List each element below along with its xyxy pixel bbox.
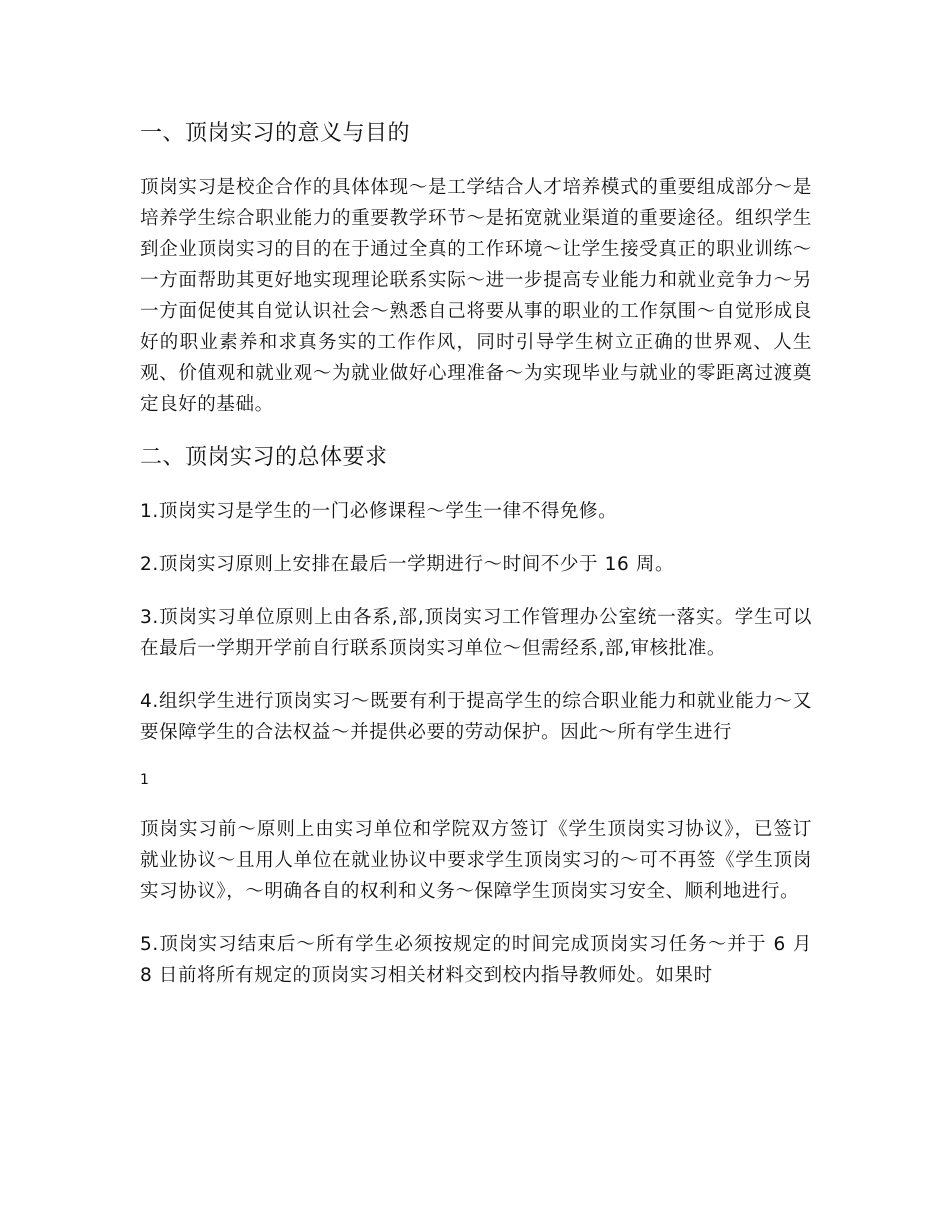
page-number: 1 [140,772,149,788]
requirement-item-4-continuation: 顶岗实习前～原则上由实习单位和学院双方签订《学生顶岗实习协议》，已签订就业协议～且用人单位在就业协议中要求学生顶岗实习的～可不再签《学生顶岗实习协议》，～明确各自的权利和义务～保障学生顶岗实习安全、顺利地进行。 [140,819,812,902]
document-page [140,118,812,1013]
requirement-item-3: 3.顶岗实习单位原则上由各系,部,顶岗实习工作管理办公室统一落实。学生可以在最后一学期开学前自行联系顶岗实习单位～但需经系,部,审核批准。 [140,607,812,659]
requirement-item-5: 5.顶岗实习结束后～所有学生必须按规定的时间完成顶岗实习任务～并于 6 月 8 日前将所有规定的顶岗实习相关材料交到校内指导教师处。如果时 [140,934,812,986]
section-2-heading: 二、顶岗实习的总体要求 [140,445,388,470]
section-1-heading: 一、顶岗实习的意义与目的 [140,121,411,146]
requirement-item-2: 2.顶岗实习原则上安排在最后一学期进行～时间不少于 16 周。 [140,554,675,575]
requirement-item-4: 4.组织学生进行顶岗实习～既要有利于提高学生的综合职业能力和就业能力～又要保障学生的合法权益～并提供必要的劳动保护。因此～所有学生进行 [140,691,812,743]
requirement-item-1: 1.顶岗实习是学生的一门必修课程～学生一律不得免修。 [140,501,618,522]
section-1-body: 顶岗实习是校企合作的具体体现～是工学结合人才培养模式的重要组成部分～是培养学生综合职业能力的重要教学环节～是拓宽就业渠道的重要途径。组织学生到企业顶岗实习的目的在于通过全真的工作环境～让学生接受真正的职业训练～一方面帮助其更好地实现理论联系实际～进一步提高专业能力和就业竞争力～另一方面促使其自觉认识社会～熟悉自己将要从事的职业的工作氛围～自觉形成良好的职业素养和求真务实的工作作风，同时引导学生树立正确的世界观、人生观、价值观和就业观～为就业做好心理准备～为实现毕业与就业的零距离过渡奠定良好的基础。 [140,177,812,415]
